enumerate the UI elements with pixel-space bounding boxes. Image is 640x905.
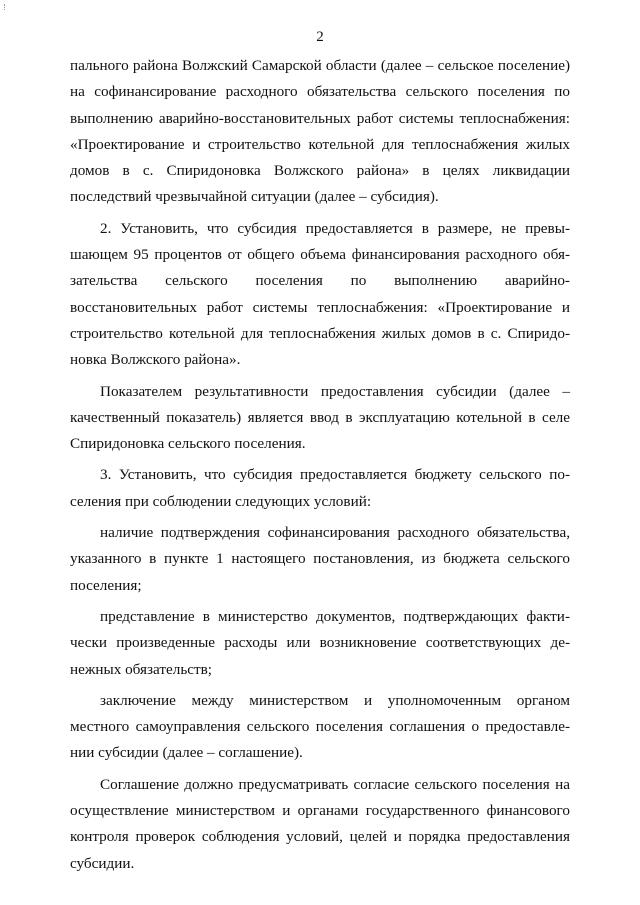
document-body [70, 53, 570, 877]
page-number: 2 [316, 29, 324, 45]
paragraph-condition-1: наличие подтверждения софинансирования расходного обязательства, указанного в пункте 1 настоящего постановления, из бюджета сельского поселения; [70, 524, 570, 594]
paragraph-agreement: Соглашение должно предусматривать согласие сельского поселения на осуществление министерством и органами государственного финансового контроля проверок соблюдения условий, целей и порядка предоставления субсидии. [70, 775, 570, 872]
scan-artifact [4, 4, 8, 10]
paragraph-condition-3: заключение между министерством и уполномоченным органом местного самоуправления сельского поселения соглашения о предоставлении субсидии (далее – соглашение). [70, 691, 570, 762]
paragraph-condition-2: представление в министерство документов, подтверждающих фактически произведенные расходы или возникновение соответствующих денежных обязательств; [70, 607, 570, 678]
paragraph-continuation: пального района Волжский Самарской области (далее – сельское поселение) на софинансирование расходного обязательства сельского поселения по выполнению аварийно-восстановительных работ системы теплоснабжения: «Проектирование и строительство котельной для теплоснабжения жилых домов в с. Спиридоновка Волжского района» в целях ликвидации последствий чрезвычайной ситуации (далее – субсидия). [70, 57, 570, 206]
paragraph-quality-indicator: Показателем результативности предоставления субсидии (далее – качественный показатель) является ввод в эксплуатацию котельной в селе Спиридоновка сельского поселения. [70, 382, 570, 453]
paragraph-item-3: 3. Установить, что субсидия предоставляется бюджету сельского поселения при соблюдении следующих условий: [70, 466, 570, 510]
paragraph-item-2: 2. Установить, что субсидия предоставляется в размере, не превышающем 95 процентов от общего объема финансирования расходного обязательства сельского поселения по выполнению аварийно-восстановительных работ системы теплоснабжения: «Проектирование и строительство котельной для теплоснабжения жилых домов в с. Спиридоновка Волжского района». [70, 219, 570, 369]
